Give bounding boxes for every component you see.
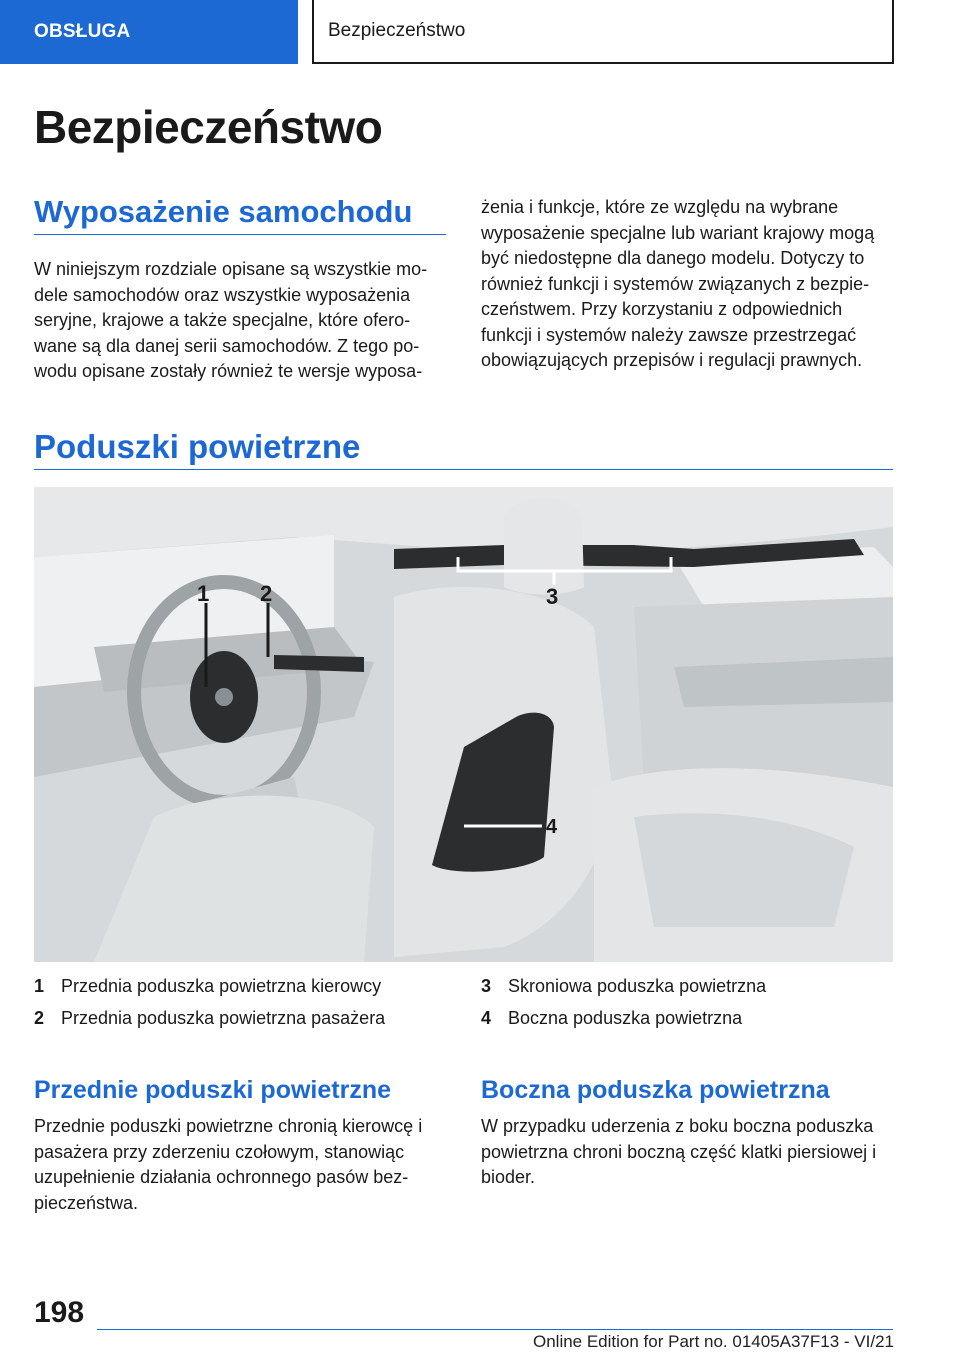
legend-number: 1: [34, 976, 45, 996]
header-section-label: OBSŁUGA: [34, 21, 131, 42]
legend-item: [481, 1008, 742, 1029]
airbag-location-figure: [34, 487, 893, 962]
legend-number: 3: [481, 976, 492, 996]
equipment-heading: Wyposażenie samochodu: [34, 194, 413, 229]
equipment-text-col1: W niniejszym rozdziale opisane są wszystkie mo-dele samochodów oraz wszystkie wyposażenia seryjne, krajowe a także specjalne, które ofero-wane są dla danej serii samochodów. Z tego po-wodu opisane zostały również te wersje wyposa-: [34, 259, 428, 381]
page-title: Bezpieczeństwo: [34, 101, 383, 153]
airbags-heading-rule: [34, 469, 893, 470]
page-number: 198: [34, 1296, 85, 1329]
legend-text: Przednia poduszka powietrzna pasażera: [61, 1008, 386, 1028]
footer-edition-text: Online Edition for Part no. 01405A37F13 - VI/21: [532, 1332, 894, 1351]
equipment-heading-rule: [34, 234, 446, 235]
legend-text: Skroniowa poduszka powietrzna: [508, 976, 767, 996]
legend-text: Boczna poduszka powietrzna: [508, 1008, 743, 1028]
header-topic-label: Bezpieczeństwo: [328, 20, 466, 41]
figure-callout-2: 2: [260, 581, 273, 606]
legend-number: 2: [34, 1008, 45, 1028]
header-section-tab: [0, 0, 298, 64]
car-interior-illustration: [34, 487, 893, 962]
legend-item: [34, 1008, 385, 1029]
figure-callout-4: 4: [546, 816, 558, 838]
header-topic-box: [312, 0, 894, 64]
figure-callout-1: 1: [197, 581, 210, 606]
legend-item: [34, 976, 381, 997]
front-airbags-text: Przednie poduszki powietrzne chronią kierowcę i pasażera przy zderzeniu czołowym, stanowiąc uzupełnienie działania ochronnego pasów bez-pieczeństwa.: [34, 1116, 423, 1213]
equipment-text-col2: żenia i funkcje, które ze względu na wybrane wyposażenie specjalne lub wariant krajowy mogą być niedostępne dla danego modelu. Dotyczy to również funkcji i systemów związanych z bezpie-czeństwem. Przy korzystaniu z odpowiednich funkcji i systemów należy zawsze przestrzegać obowiązujących przepisów i regulacji prawnych.: [481, 197, 875, 370]
airbags-heading: Poduszki powietrzne: [34, 428, 361, 465]
figure-callout-3: 3: [546, 584, 559, 609]
side-airbag-text: W przypadku uderzenia z boku boczna poduszka powietrzna chroni boczną część klatki piersiowej i bioder.: [481, 1116, 877, 1187]
front-airbags-heading: Przednie poduszki powietrzne: [34, 1076, 391, 1104]
footer-rule: [97, 1329, 893, 1330]
legend-item: [481, 976, 766, 997]
legend-number: 4: [481, 1008, 492, 1028]
side-airbag-heading: Boczna poduszka powietrzna: [481, 1076, 830, 1104]
legend-text: Przednia poduszka powietrzna kierowcy: [61, 976, 382, 996]
